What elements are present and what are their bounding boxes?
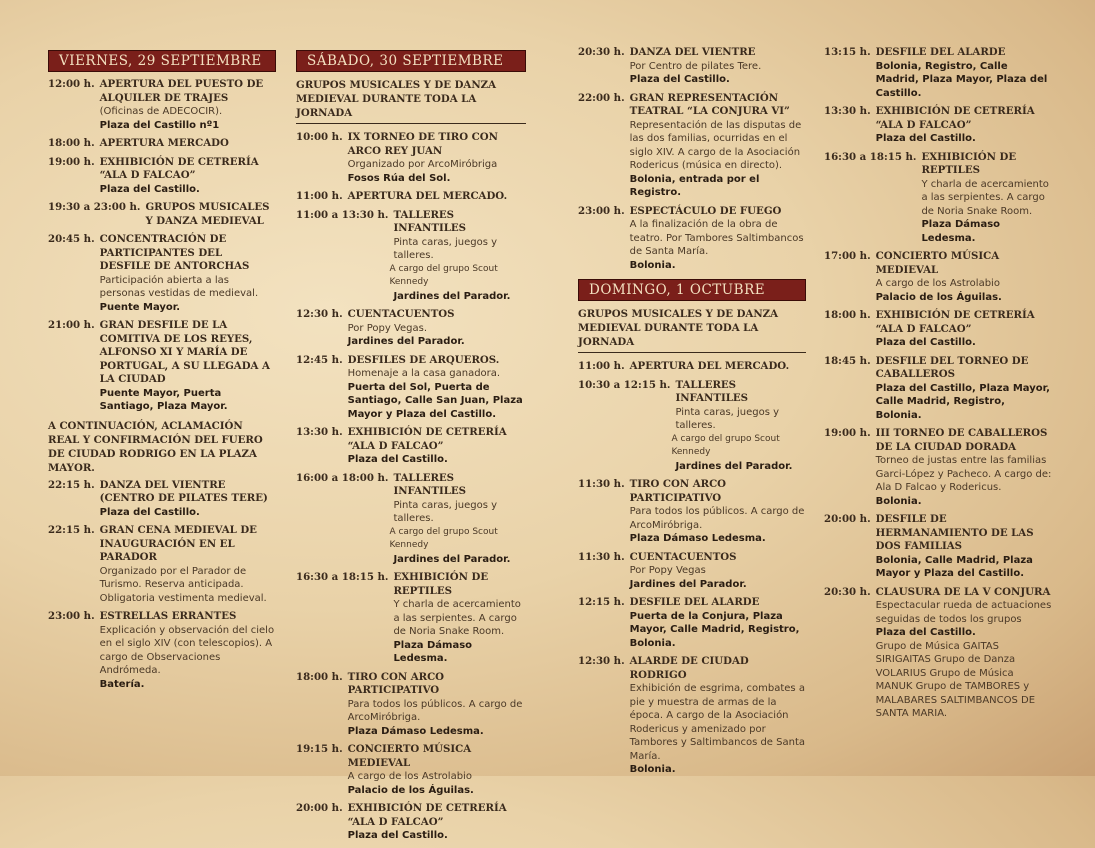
event-body	[876, 355, 1052, 423]
event-body	[630, 596, 806, 650]
event-time: 20:00 h.	[824, 513, 871, 525]
event-title: DANZA DEL VIENTRE	[629, 46, 756, 58]
event-place: Jardines del Parador.	[347, 336, 465, 347]
event-place: Puente Mayor.	[99, 301, 181, 313]
event-body	[348, 131, 526, 185]
event-description: Para todos los públicos. A cargo de ArcoMiróbriga.	[347, 698, 523, 723]
event-title: GRAN DESFILE DE LA COMITIVA DE LOS REYES, ALFONSO XI Y MARÍA DE PORTUGAL, A SU LLEGADA A LA CIUDAD	[99, 319, 270, 385]
event-description: Pinta caras, juegos y talleres.	[393, 499, 498, 524]
event-place: Plaza del Castillo.	[99, 183, 200, 195]
event-place: Palacio de los Águilas.	[875, 291, 1002, 303]
event-body	[348, 308, 526, 349]
event-title: IX TORNEO DE TIRO CON ARCO REY JUAN	[347, 131, 498, 157]
event-body	[100, 319, 276, 414]
event-title: CUENTACUENTOS	[629, 550, 737, 563]
event-time: 17:00 h.	[824, 250, 871, 262]
event-description: Espectacular rueda de actuaciones seguidas de todos los grupos	[875, 600, 1052, 625]
column-sunday-a	[578, 46, 806, 782]
event-item	[824, 250, 1052, 304]
event-title: APERTURA DEL PUESTO DE ALQUILER DE TRAJES	[99, 78, 264, 104]
event-place: Plaza del Castillo.	[347, 830, 448, 841]
event-time: 18:00 h.	[296, 670, 343, 683]
event-item	[578, 551, 806, 592]
event-time: 12:15 h.	[578, 596, 625, 608]
event-body	[876, 46, 1052, 100]
event-time: 20:30 h.	[824, 585, 871, 598]
event-body	[100, 524, 276, 605]
event-item	[48, 233, 276, 314]
event-title: DESFILE DEL ALARDE	[629, 596, 760, 608]
event-item	[578, 205, 806, 273]
event-description: Por Centro de pilates Tere.	[629, 60, 762, 72]
event-item	[296, 671, 526, 739]
event-body	[876, 105, 1052, 146]
event-time: 11:30 h.	[578, 478, 625, 490]
event-title: CUENTACUENTOS	[347, 308, 455, 320]
event-title: DESFILES DE ARQUEROS.	[347, 353, 500, 366]
event-organizer: A cargo del grupo Scout Kennedy	[389, 263, 498, 287]
event-item	[296, 743, 526, 797]
event-title: DANZA DEL VIENTRE (CENTRO DE PILATES TERE)	[99, 478, 268, 504]
all-day-groups-note: GRUPOS MUSICALES Y DE DANZA MEDIEVAL DURANTE TODA LA JORNADA	[296, 78, 526, 124]
day-header: SÁBADO, 30 SEPTIEMBRE	[296, 50, 526, 72]
event-time: 11:00 h.	[296, 190, 343, 202]
event-time: 12:00 h.	[48, 78, 95, 90]
event-title: GRAN REPRESENTACIÓN TEATRAL “LA CONJURA VI”	[629, 91, 790, 117]
event-title: DESFILE DEL ALARDE	[875, 46, 1006, 58]
event-item	[48, 156, 276, 197]
event-body	[348, 190, 526, 204]
event-item	[824, 586, 1052, 721]
event-place: Plaza del Castillo nº1	[99, 119, 220, 131]
event-body	[348, 671, 526, 739]
event-item	[578, 655, 806, 777]
event-body	[348, 426, 526, 467]
event-title: EXHIBICIÓN DE CETRERÍA “ALA D FALCAO”	[875, 309, 1035, 335]
event-item	[578, 360, 806, 374]
event-place: Bolonia.	[875, 495, 922, 507]
event-body	[100, 479, 276, 520]
event-item	[296, 308, 526, 349]
event-title: TALLERES INFANTILES	[393, 471, 466, 497]
event-body	[630, 46, 806, 87]
event-time: 22:00 h.	[578, 91, 625, 104]
event-body	[630, 92, 806, 200]
column-friday	[48, 50, 276, 696]
event-place: Puente Mayor, Puerta Santiago, Plaza Mayor.	[99, 387, 228, 412]
event-title: EXHIBICIÓN DE CETRERÍA “ALA D FALCAO”	[347, 426, 507, 452]
event-place: Bolonia.	[629, 259, 676, 271]
event-time: 23:00 h.	[48, 610, 95, 622]
event-time: 19:00 h.	[824, 427, 871, 439]
event-item	[578, 596, 806, 650]
event-time: 22:15 h.	[48, 524, 95, 536]
event-body	[921, 151, 1052, 246]
event-place: Jardines del Parador.	[393, 553, 511, 565]
event-time: 19:30 a 23:00 h.	[48, 201, 141, 213]
event-title: ALARDE DE CIUDAD RODRIGO	[629, 655, 749, 681]
event-body	[876, 586, 1052, 721]
event-place: Plaza del Castillo.	[875, 337, 976, 348]
event-place: Puerta del Sol, Puerta de Santiago, Calle San Juan, Plaza Mayor y Plaza del Castillo.	[347, 381, 523, 420]
event-item	[824, 105, 1052, 146]
column-saturday	[296, 50, 526, 848]
event-title: GRUPOS MUSICALES Y DANZA MEDIEVAL	[145, 201, 270, 227]
event-title: DESFILE DEL TORNEO DE CABALLEROS	[875, 354, 1029, 380]
event-groups: Grupo de Música GAITAS SIRIGAITAS Grupo de Danza VOLARIUS Grupo de Música MANUK Grupo de TAMBORES y MALABARES SALTIMBANCOS DE SANTA MARIA.	[875, 640, 1036, 719]
event-item	[296, 209, 526, 304]
event-item	[48, 201, 276, 228]
event-place: Plaza Dámaso Ledesma.	[347, 725, 484, 737]
event-description: Por Popy Vegas	[629, 565, 706, 576]
event-time: 12:45 h.	[296, 353, 343, 366]
event-description: Pinta caras, juegos y talleres.	[675, 406, 780, 431]
day-header: DOMINGO, 1 OCTUBRE	[578, 279, 806, 301]
event-body	[630, 478, 806, 546]
event-body	[876, 427, 1052, 508]
event-title: EXHIBICIÓN DE CETRERÍA “ALA D FALCAO”	[875, 105, 1035, 131]
event-body	[389, 208, 526, 304]
event-title: TALLERES INFANTILES	[675, 378, 748, 404]
event-title: ESTRELLAS ERRANTES	[99, 610, 237, 622]
event-place: Plaza Dámaso Ledesma.	[921, 219, 1001, 244]
event-title: TALLERES INFANTILES	[393, 208, 466, 234]
event-time: 11:30 h.	[578, 550, 625, 563]
event-description: Homenaje a la casa ganadora.	[347, 368, 501, 379]
event-time: 16:00 a 18:00 h.	[296, 471, 389, 484]
event-place: Puerta de la Conjura, Plaza Mayor, Calle Madrid, Registro, Bolonia.	[629, 610, 800, 649]
event-item	[824, 46, 1052, 100]
event-time: 18:00 h.	[48, 137, 95, 149]
event-time: 13:30 h.	[824, 105, 871, 117]
event-description: Representación de las disputas de las dos familias, ocurridas en el siglo XIV. A cargo de la Asociación Rodericus (música en directo).	[629, 119, 802, 171]
event-body	[145, 201, 276, 228]
event-place: Plaza del Castillo.	[629, 74, 730, 85]
event-description: Y charla de acercamiento a las serpientes. A cargo de Noria Snake Room.	[393, 599, 521, 637]
event-description: Explicación y observación del cielo en el siglo XIV (con telescopios). A cargo de Observaciones Andrómeda.	[99, 624, 275, 676]
event-item	[824, 309, 1052, 350]
event-place: Palacio de los Águilas.	[347, 784, 474, 796]
event-place: Fosos Rúa del Sol.	[347, 172, 451, 184]
event-item	[48, 610, 276, 691]
event-item	[578, 379, 806, 474]
event-description: Por Popy Vegas.	[347, 322, 428, 334]
event-title: EXHIBICIÓN DE CETRERÍA “ALA D FALCAO”	[347, 802, 507, 828]
event-place: Jardines del Parador.	[629, 578, 747, 590]
event-place: Plaza Dámaso Ledesma.	[629, 533, 766, 544]
event-time: 16:30 a 18:15 h.	[824, 150, 917, 163]
event-place: Plaza Dámaso Ledesma.	[393, 639, 473, 664]
event-place: Bolonia, Registro, Calle Madrid, Plaza Mayor, Plaza del Castillo.	[875, 60, 1048, 99]
announcement-block: A CONTINUACIÓN, ACLAMACIÓN REAL Y CONFIRMACIÓN DEL FUERO DE CIUDAD RODRIGO EN LA PLAZA MAYOR.	[48, 419, 263, 474]
event-title: CONCIERTO MÚSICA MEDIEVAL	[875, 250, 1000, 276]
event-time: 22:15 h.	[48, 478, 95, 491]
event-title: TIRO CON ARCO PARTICIPATIVO	[629, 478, 727, 504]
event-time: 20:00 h.	[296, 802, 343, 814]
event-title: CONCIERTO MÚSICA MEDIEVAL	[347, 743, 472, 769]
event-body	[348, 743, 526, 797]
event-description: (Oficinas de ADECOCIR).	[99, 106, 223, 117]
event-place: Plaza del Castillo.	[875, 133, 976, 144]
event-body	[630, 205, 806, 273]
column-sunday-b	[824, 46, 1052, 726]
event-place: Jardines del Parador.	[393, 290, 511, 302]
event-item	[578, 92, 806, 200]
event-title: CONCENTRACIÓN DE PARTICIPANTES DEL DESFILE DE ANTORCHAS	[99, 233, 250, 272]
event-place: Batería.	[99, 678, 145, 690]
event-body	[671, 378, 806, 474]
event-description: A cargo de los Astrolabio	[347, 771, 472, 782]
event-place: Plaza del Castillo.	[875, 627, 976, 638]
event-time: 13:15 h.	[824, 46, 871, 58]
event-description: Para todos los públicos. A cargo de ArcoMiróbriga.	[629, 506, 805, 531]
event-title: APERTURA MERCADO	[99, 137, 229, 149]
event-item	[48, 137, 276, 151]
event-place: Plaza del Castillo.	[99, 506, 200, 518]
event-item	[824, 151, 1052, 246]
event-title: APERTURA DEL MERCADO.	[629, 360, 790, 372]
event-title: EXHIBICIÓN DE REPTILES	[921, 150, 1017, 176]
event-item	[48, 479, 276, 520]
event-description: A la finalización de la obra de teatro. Por Tambores Saltimbancos de Santa María.	[629, 219, 804, 257]
event-time: 19:15 h.	[296, 743, 343, 755]
event-body	[876, 513, 1052, 581]
event-item	[296, 571, 526, 666]
event-item	[824, 355, 1052, 423]
event-item	[48, 524, 276, 605]
event-time: 20:30 h.	[578, 46, 625, 58]
event-description: Exhibición de esgrima, combates a pie y muestra de armas de la época. A cargo de la Asociación Rodericus y amenizado por Tambores y Saltimbancos de Santa María.	[629, 683, 805, 762]
event-place: Plaza del Castillo, Plaza Mayor, Calle Madrid, Registro, Bolonia.	[875, 382, 1050, 421]
event-body	[630, 360, 806, 374]
event-place: Bolonia, Calle Madrid, Plaza Mayor y Plaza del Castillo.	[875, 554, 1033, 579]
event-item	[578, 46, 806, 87]
event-time: 18:00 h.	[824, 309, 871, 321]
event-body	[348, 802, 526, 843]
event-organizer: A cargo del grupo Scout Kennedy	[671, 433, 780, 457]
event-organizer: A cargo del grupo Scout Kennedy	[389, 526, 498, 550]
event-place: Bolonia, entrada por el Registro.	[629, 173, 760, 198]
event-item	[296, 472, 526, 567]
event-time: 12:30 h.	[578, 655, 625, 667]
event-body	[389, 471, 526, 567]
event-title: CLAUSURA DE LA V CONJURA	[875, 585, 1051, 598]
day-header: VIERNES, 29 SEPTIEMBRE	[48, 50, 276, 72]
event-description: A cargo de los Astrolabio	[875, 278, 1000, 289]
event-title: ESPECTÁCULO DE FUEGO	[629, 204, 782, 217]
event-body	[876, 250, 1052, 304]
event-body	[393, 571, 526, 666]
event-time: 11:00 h.	[578, 360, 625, 372]
event-time: 10:30 a 12:15 h.	[578, 378, 671, 391]
event-description: Y charla de acercamiento a las serpientes. A cargo de Noria Snake Room.	[921, 178, 1049, 217]
event-item	[296, 131, 526, 185]
event-body	[348, 354, 526, 422]
event-place: Plaza del Castillo.	[347, 454, 448, 465]
event-body	[100, 610, 276, 691]
event-title: EXHIBICIÓN DE REPTILES	[393, 571, 489, 597]
event-time: 12:30 h.	[296, 308, 343, 320]
event-description: Torneo de justas entre las familias Garci-López y Pacheco. A cargo de: Ala D Falcao y Rodericus.	[875, 455, 1052, 493]
event-item	[824, 513, 1052, 581]
event-place: Jardines del Parador.	[675, 460, 793, 472]
event-time: 11:00 a 13:30 h.	[296, 208, 389, 221]
event-title: GRAN CENA MEDIEVAL DE INAUGURACIÓN EN EL PARADOR	[99, 524, 257, 563]
event-description: Pinta caras, juegos y talleres.	[393, 236, 498, 261]
event-time: 18:45 h.	[824, 354, 871, 367]
event-title: APERTURA DEL MERCADO.	[347, 190, 508, 202]
event-title: III TORNEO DE CABALLEROS DE LA CIUDAD DORADA	[875, 427, 1048, 453]
event-body	[630, 655, 806, 777]
event-item	[578, 478, 806, 546]
event-title: EXHIBICIÓN DE CETRERÍA “ALA D FALCAO”	[99, 155, 259, 181]
event-time: 20:45 h.	[48, 233, 95, 245]
event-time: 16:30 a 18:15 h.	[296, 571, 389, 583]
event-body	[630, 551, 806, 592]
event-title: DESFILE DE HERMANAMIENTO DE LAS DOS FAMILIAS	[875, 513, 1034, 552]
event-body	[100, 233, 276, 314]
event-description: Organizado por ArcoMiróbriga	[347, 159, 498, 170]
event-item	[48, 319, 276, 414]
event-body	[100, 156, 276, 197]
event-item	[296, 802, 526, 843]
event-item	[48, 78, 276, 132]
event-time: 13:30 h.	[296, 426, 343, 438]
event-place: Bolonia.	[629, 764, 676, 775]
event-title: TIRO CON ARCO PARTICIPATIVO	[347, 670, 445, 696]
all-day-groups-note: GRUPOS MUSICALES Y DE DANZA MEDIEVAL DURANTE TODA LA JORNADA	[578, 307, 806, 353]
event-item	[824, 427, 1052, 508]
event-description: Participación abierta a las personas vestidas de medieval.	[99, 274, 259, 299]
event-item	[296, 426, 526, 467]
event-item	[296, 190, 526, 204]
event-time: 23:00 h.	[578, 204, 625, 217]
event-time: 19:00 h.	[48, 155, 95, 168]
event-time: 21:00 h.	[48, 319, 95, 331]
event-body	[100, 137, 276, 151]
event-item	[296, 354, 526, 422]
event-description: Organizado por el Parador de Turismo. Reserva anticipada. Obligatoria vestimenta medieval.	[99, 565, 267, 604]
event-body	[876, 309, 1052, 350]
event-body	[100, 78, 276, 132]
event-time: 10:00 h.	[296, 131, 343, 143]
